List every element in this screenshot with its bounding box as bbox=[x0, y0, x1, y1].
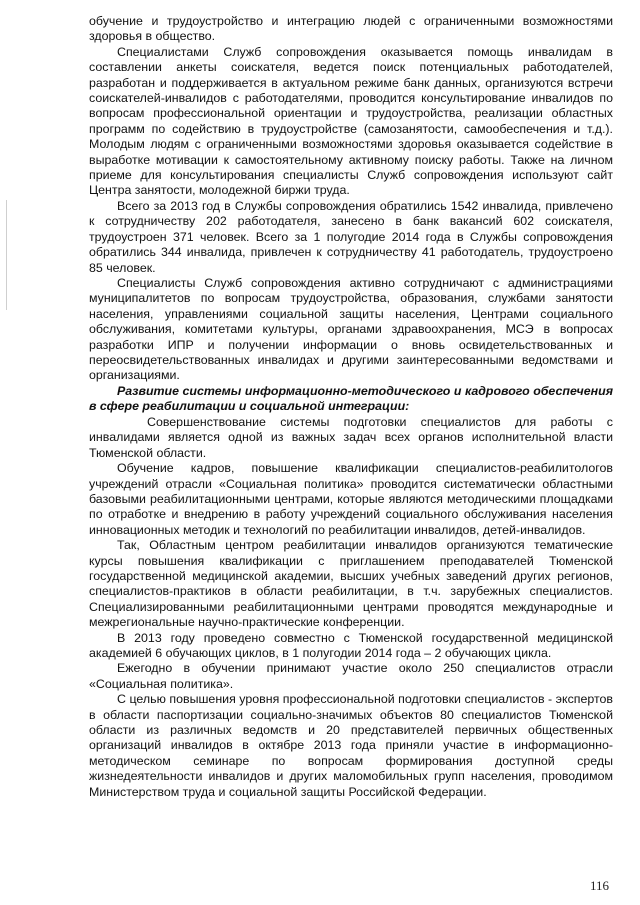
page-number: 116 bbox=[590, 878, 610, 893]
scan-margin-line bbox=[6, 200, 7, 310]
paragraph-9: Ежегодно в обучении принимают участие около 250 специалистов отрасли «Социальная политика». bbox=[89, 661, 613, 691]
document-page bbox=[89, 14, 613, 800]
section-heading: Развитие системы информационно-методического и кадрового обеспечения в сфере реабилитации и социальной интеграции: bbox=[89, 383, 613, 414]
paragraph-2: Специалистами Служб сопровождения оказывается помощь инвалидам в составлении анкеты соискателя, ведется поиск потенциальных работодателей, разработан и поддерживается в актуальном режиме банк данных, организуются встречи соискателей-инвалидов с работодателями, проводится консультирование инвалидов по вопросам профессиональной ориентации и трудоустройства, реализации областных программ по содействию в трудоустройстве (самозанятости, самообеспечения и т.д.). Молодым людям с ограниченными возможностями здоровья оказывается содействие в выработке мотивации к самостоятельному активному поиску работы. Также на личном приеме для консультирования специалисты Служб сопровождения используют сайт Центра занятости, молодежной биржи труда. bbox=[89, 44, 613, 198]
paragraph-6: Обучение кадров, повышение квалификации специалистов-реабилитологов учреждений отрасли «Социальная политика» проводится систематически областными базовыми реабилитационными центрами, которые являются методическими площадками по отработке и внедрению в работу учреждений социального обслуживания населения инновационных методик и технологий по реабилитации инвалидов, детей-инвалидов. bbox=[89, 461, 613, 537]
paragraph-8: В 2013 году проведено совместно с Тюменской государственной медицинской академией 6 обучающих циклов, в 1 полугодии 2014 года – 2 обучающих цикла. bbox=[89, 630, 613, 661]
paragraph-1: обучение и трудоустройство и интеграцию людей с ограниченными возможностями здоровья в общество. bbox=[89, 14, 613, 44]
paragraph-3: Всего за 2013 год в Службы сопровождения обратились 1542 инвалида, привлечено к сотрудничеству 202 работодателя, занесено в банк вакансий 602 соискателя, трудоустроен 371 человек. Всего за 1 полугодие 2014 года в Службы сопровождения обратились 344 инвалида, привлечен к сотрудничеству 41 работодатель, трудоустроено 85 человек. bbox=[89, 198, 613, 275]
paragraph-10: С целью повышения уровня профессиональной подготовки специалистов - экспертов в области паспортизации социально-значимых объектов 80 специалистов Тюменской области из различных ведомств и 20 представителей первичных общественных организаций инвалидов в октябре 2013 года приняли участие в информационно-методическом семинаре по вопросам формирования доступной среды жизнедеятельности инвалидов и других маломобильных групп населения, проводимом Министерством труда и социальной защиты Российской Федерации. bbox=[89, 692, 613, 799]
paragraph-5: Совершенствование системы подготовки специалистов для работы с инвалидами является одной из важных задач всех органов исполнительной власти Тюменской области. bbox=[89, 414, 613, 460]
paragraph-7: Так, Областным центром реабилитации инвалидов организуются тематические курсы повышения квалификации с приглашением преподавателей Тюменской государственной медицинской академии, высших учебных заведений других регионов, специалистов-практиков в области реабилитации, в т.ч. зарубежных специалистов. Специализированными реабилитационными центрами проводятся международные и межрегиональные научно-практические конференции. bbox=[89, 538, 613, 630]
paragraph-4: Специалисты Служб сопровождения активно сотрудничают с администрациями муниципалитетов по вопросам трудоустройства, образования, службами занятости населения, управлениями социальной защиты населения, Центрами социального обслуживания, комитетами культуры, органами здравоохранения, МСЭ в вопросах разработки ИПР и получении информации о вновь освидетельствованных и переосвидетельствованных инвалидах и другими заинтересованными ведомствами и организациями. bbox=[89, 275, 613, 383]
